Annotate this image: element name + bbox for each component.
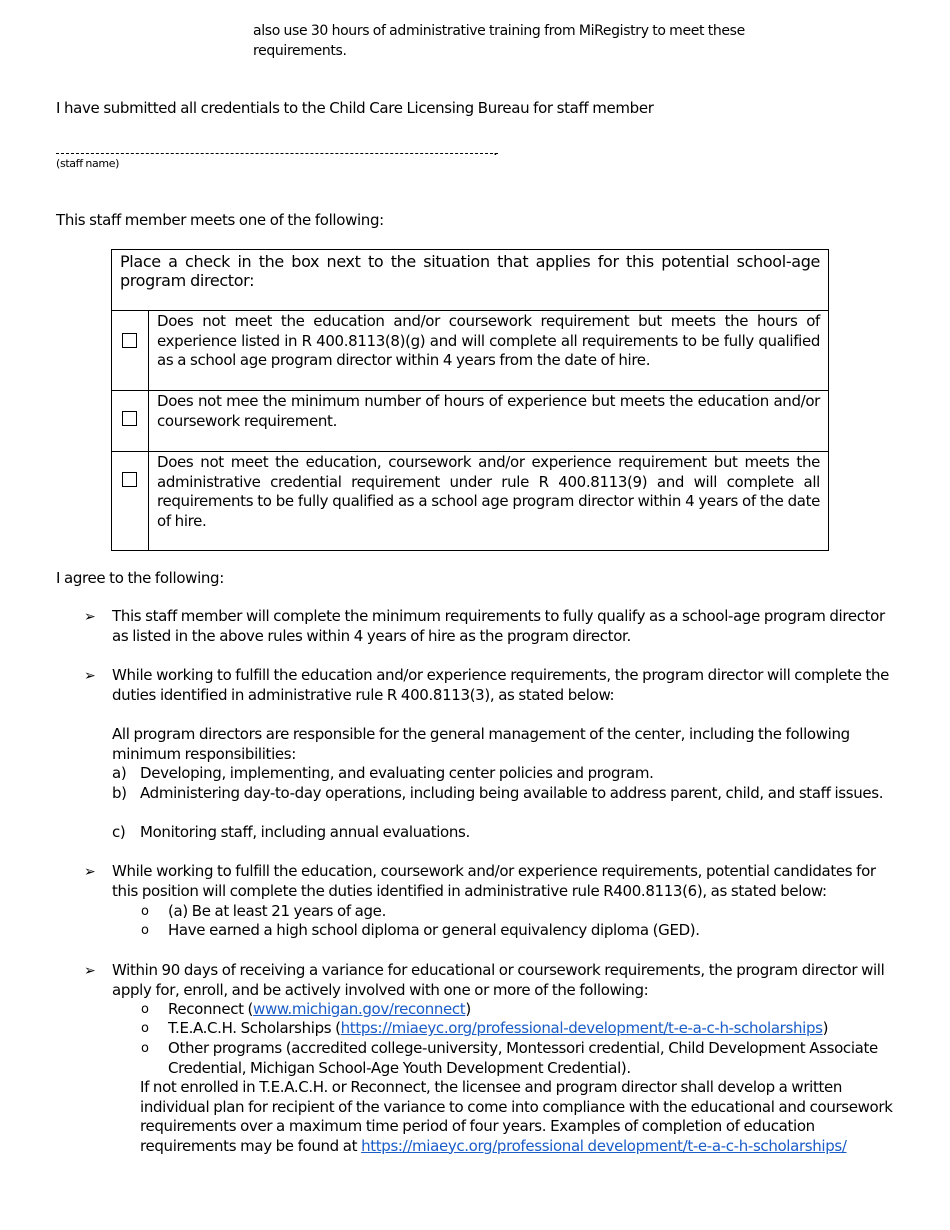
circle-bullet-icon: o [141, 1021, 149, 1036]
option-1-checkbox[interactable] [122, 333, 137, 348]
option-2-text: Does not mee the minimum number of hours of experience but meets the education and/or coursework requirement. [149, 391, 829, 452]
option-row [112, 391, 829, 452]
option-row [112, 452, 829, 551]
intro-text: also use 30 hours of administrative training from MiRegistry to meet these requirements. [253, 23, 745, 59]
option-2-checkbox[interactable] [122, 411, 137, 426]
list-item: Monitoring staff, including annual evaluations. [140, 823, 470, 841]
circle-bullet-icon: o [141, 1002, 149, 1017]
list-letter: a) [112, 764, 127, 782]
staff-name-label: (staff name) [56, 157, 120, 170]
list-item: Other programs (accredited college-university, Montessori credential, Child Development Associate Credential, Michigan School-Age Youth Development Credential). [168, 1039, 878, 1077]
list-letter: b) [112, 784, 127, 802]
circle-bullet-icon: o [141, 923, 149, 938]
bullet-3-text: While working to fulfill the education, coursework and/or experience requirements, potential candidates for this position will complete the duties identified in administrative rule R400.8113(6), as stated below: [112, 862, 876, 900]
option-1-text: Does not meet the education and/or coursework requirement but meets the hours of experience listed in R 400.8113(8)(g) and will complete all requirements to be fully qualified as a school age program director within 4 years from the date of hire. [149, 311, 829, 391]
bullet-1-text: This staff member will complete the minimum requirements to fully qualify as a school-age program director as listed in the above rules within 4 years of hire as the program director. [112, 607, 885, 645]
list-item: Reconnect (www.michigan.gov/reconnect) [168, 1000, 471, 1018]
option-row [112, 311, 829, 391]
submitted-statement: I have submitted all credentials to the Child Care Licensing Bureau for staff member [56, 99, 654, 117]
list-item: Developing, implementing, and evaluating center policies and program. [140, 764, 654, 782]
list-item: (a) Be at least 21 years of age. [168, 902, 386, 920]
blank-period: . [493, 141, 498, 159]
list-item: Administering day-to-day operations, including being available to address parent, child, and staff issues. [140, 784, 884, 802]
circle-bullet-icon: o [141, 1041, 149, 1056]
bullet-arrow-icon: ➢ [84, 963, 96, 979]
meets-statement: This staff member meets one of the following: [56, 211, 384, 229]
staff-name-blank[interactable] [56, 139, 498, 154]
bullet-4-text: Within 90 days of receiving a variance for educational or coursework requirements, the program director will apply for, enroll, and be actively involved with one or more of the following: [112, 961, 885, 999]
teach-scholarships-link[interactable]: https://miaeyc.org/professional-development/t-e-a-c-h-scholarships [340, 1019, 823, 1037]
option-3-checkbox[interactable] [122, 472, 137, 487]
reconnect-link[interactable]: www.michigan.gov/reconnect [253, 1000, 466, 1018]
list-item: T.E.A.C.H. Scholarships (https://miaeyc.org/professional-development/t-e-a-c-h-scholarships) [168, 1019, 829, 1037]
circle-bullet-icon: o [141, 904, 149, 919]
options-table [111, 249, 829, 551]
option-3-text: Does not meet the education, coursework and/or experience requirement but meets the administrative credential requirement under rule R 400.8113(9) and will complete all requirements to be fully qualified as a school age program director within 4 years of the date of hire. [149, 452, 829, 551]
agree-heading: I agree to the following: [56, 569, 224, 587]
bullet-arrow-icon: ➢ [84, 609, 96, 625]
options-table-header: Place a check in the box next to the situation that applies for this potential school-age program director: [112, 250, 829, 311]
bullet-2-text: While working to fulfill the education and/or experience requirements, the program director will complete the duties identified in administrative rule R 400.8113(3), as stated below: [112, 666, 890, 704]
education-examples-link[interactable]: https://miaeyc.org/professional development/t-e-a-c-h-scholarships/ [361, 1136, 847, 1155]
list-item: Have earned a high school diploma or general equivalency diploma (GED). [168, 921, 700, 939]
bullet-arrow-icon: ➢ [84, 864, 96, 880]
bullet-2-subtext: All program directors are responsible for the general management of the center, including the following minimum responsibilities: [112, 725, 850, 763]
list-letter: c) [112, 823, 126, 841]
bullet-arrow-icon: ➢ [84, 668, 96, 684]
individual-plan-paragraph: If not enrolled in T.E.A.C.H. or Reconnect, the licensee and program director shall develop a written individual plan for recipient of the variance to come into compliance with the educational and coursework requirements over a maximum time period of four years. Examples of completion of education requirements may be found at https://miaeyc.org/professional development/t-e-a-c-h-scholarships/ [140, 1078, 893, 1155]
